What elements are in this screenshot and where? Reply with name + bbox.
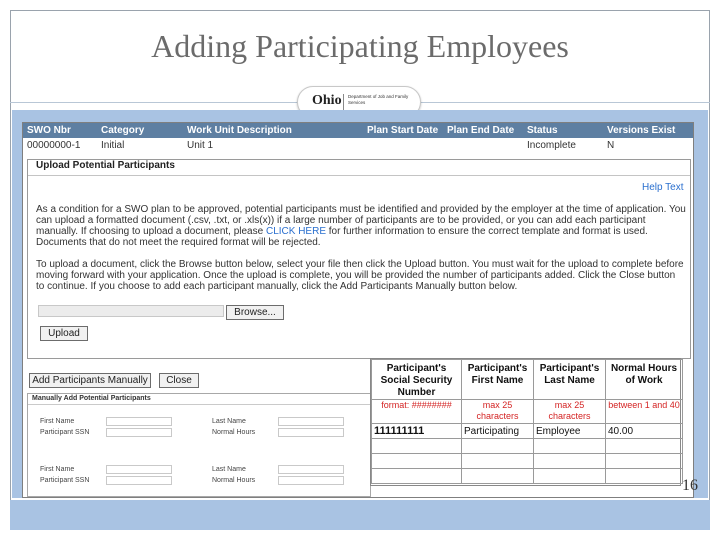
template-header-ssn: Participant's Social Security Number (372, 360, 462, 400)
example-hours: 40.00 (606, 424, 683, 439)
empty-cell (462, 454, 534, 469)
empty-cell (534, 454, 606, 469)
upload-instructions (36, 204, 686, 248)
col-status: Status (527, 125, 558, 136)
col-work-unit: Work Unit Description (187, 125, 292, 136)
cell-category: Initial (101, 140, 125, 151)
add-participants-manually-button[interactable]: Add Participants Manually (29, 373, 151, 388)
col-plan-start: Plan Start Date (367, 125, 439, 136)
last-name-label-1: Last Name (212, 418, 246, 425)
empty-cell (534, 439, 606, 454)
cell-status: Incomplete (527, 140, 576, 151)
col-versions: Versions Exist (607, 125, 676, 136)
example-last-name: Employee (534, 424, 606, 439)
first-name-label-2: First Name (40, 466, 75, 473)
browse-button[interactable]: Browse... (226, 305, 284, 320)
logo-divider (343, 94, 344, 111)
empty-cell (606, 454, 683, 469)
slide-title: Adding Participating Employees (151, 28, 569, 64)
cell-versions: N (607, 140, 615, 151)
empty-cell (462, 439, 534, 454)
upload-button[interactable]: Upload (40, 326, 88, 341)
swo-table-header (23, 123, 693, 138)
manual-add-section (27, 393, 371, 497)
empty-cell (462, 469, 534, 484)
col-swo-nbr: SWO Nbr (27, 125, 71, 136)
help-text-link[interactable]: Help Text (642, 182, 684, 193)
template-table (371, 359, 683, 484)
ssn-field-1[interactable] (106, 428, 172, 437)
logo-department: Department of Job and Family Services (348, 94, 409, 105)
close-button[interactable]: Close (159, 373, 199, 388)
empty-cell (372, 439, 462, 454)
logo-word: Ohio (312, 93, 342, 108)
upload-steps: To upload a document, click the Browse button below, select your file then click the Upload button. You must wait for the upload to complete before moving forward with your application. Once the upload is complete, you will be provided the number of participants added. Click the Close button to continue. If you choose to add each participant manually, click the Add Participants Manually button below. (36, 259, 684, 292)
upload-section (27, 159, 691, 359)
hours-field-2[interactable] (278, 476, 344, 485)
template-rules-row (372, 400, 683, 424)
upload-section-divider (28, 175, 690, 176)
col-plan-end: Plan End Date (447, 125, 515, 136)
click-here-link[interactable]: CLICK HERE (265, 226, 326, 237)
template-header-hours: Normal Hours of Work (606, 360, 683, 400)
ssn-field-2[interactable] (106, 476, 172, 485)
empty-cell (606, 469, 683, 484)
template-rule-last-name: max 25 characters (534, 400, 606, 424)
first-name-field-2[interactable] (106, 465, 172, 474)
manual-add-divider (28, 404, 370, 405)
last-name-field-1[interactable] (278, 417, 344, 426)
manual-add-title: Manually Add Potential Participants (32, 395, 151, 402)
template-empty-row (372, 454, 683, 469)
template-header-last-name: Participant's Last Name (534, 360, 606, 400)
bottom-strip (10, 500, 710, 530)
template-example-row (372, 424, 683, 439)
empty-cell (606, 439, 683, 454)
cell-work-unit: Unit 1 (187, 140, 214, 151)
col-category: Category (101, 125, 145, 136)
last-name-field-2[interactable] (278, 465, 344, 474)
hours-label-2: Normal Hours (212, 477, 256, 484)
hours-field-1[interactable] (278, 428, 344, 437)
template-header-row (372, 360, 683, 400)
template-rule-first-name: max 25 characters (462, 400, 534, 424)
empty-cell (372, 454, 462, 469)
instructions-text-b: for further information to ensure the correct template and format is used. Documents that do not meet the required format will be rejected. (36, 226, 648, 248)
ssn-label-1: Participant SSN (40, 429, 90, 436)
hours-label-1: Normal Hours (212, 429, 256, 436)
example-first-name: Participating (462, 424, 534, 439)
first-name-field-1[interactable] (106, 417, 172, 426)
ssn-label-2: Participant SSN (40, 477, 90, 484)
template-empty-row (372, 469, 683, 484)
template-rule-hours: between 1 and 40 (606, 400, 683, 424)
template-header-first-name: Participant's First Name (462, 360, 534, 400)
file-path-input[interactable] (38, 305, 224, 317)
first-name-label-1: First Name (40, 418, 75, 425)
empty-cell (372, 469, 462, 484)
example-ssn: 111111111 (372, 424, 462, 439)
last-name-label-2: Last Name (212, 466, 246, 473)
template-rule-ssn: format: ######## (372, 400, 462, 424)
upload-template-popup (370, 358, 681, 486)
template-empty-row (372, 439, 683, 454)
empty-cell (534, 469, 606, 484)
upload-section-title: Upload Potential Participants (36, 160, 175, 171)
cell-swo-nbr: 00000000-1 (27, 140, 81, 151)
instructions-text-a: As a condition for a SWO plan to be approved, potential participants must be identified and provided by the employer at the time of application. You can upload a formatted document (.csv, .txt, or .xls(x)) if a large number of participants are to be provided, or you can add each participant manually. If choosing to upload a document, please (36, 204, 686, 237)
page-number: 16 (682, 477, 698, 494)
